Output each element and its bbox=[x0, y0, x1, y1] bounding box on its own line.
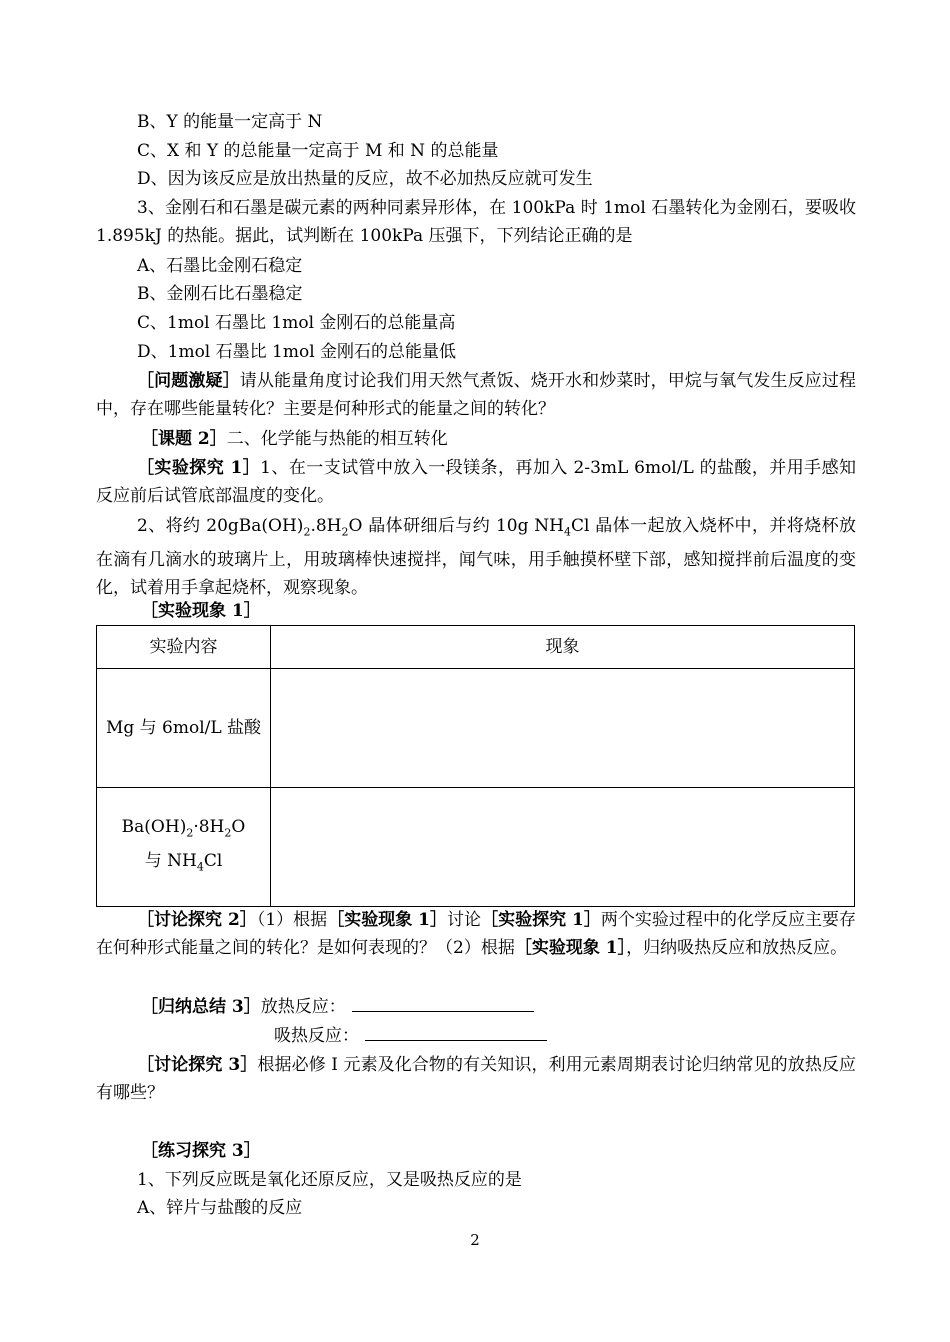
q3-option-a: A、石墨比金刚石稳定 bbox=[137, 256, 303, 276]
practice3-q1-option-a: A、锌片与盐酸的反应 bbox=[137, 1198, 303, 1218]
discussion2 bbox=[96, 906, 856, 962]
discussion2-part4: ，归纳吸热反应和放热反应。 bbox=[626, 938, 848, 958]
row2-sub-1: 2 bbox=[186, 826, 194, 839]
q3-option-c: C、1mol 石墨比 1mol 金刚石的总能量高 bbox=[137, 313, 456, 333]
discussion2-label: ［讨论探究 2］ bbox=[137, 910, 257, 930]
discussion3-text: 根据必修 I 元素及化合物的有关知识，利用元素周期表讨论归纳常见的放热反应有哪些？ bbox=[96, 1055, 857, 1103]
item2-text-c: .8H bbox=[310, 516, 342, 536]
row2-text-a: Ba(OH) bbox=[121, 816, 187, 837]
row2-line1 bbox=[97, 813, 270, 847]
practice3-label: ［练习探究 3］ bbox=[141, 1141, 261, 1161]
q3-option-b: B、金刚石比石墨稳定 bbox=[137, 284, 303, 304]
discussion3-label: ［讨论探究 3］ bbox=[137, 1055, 258, 1075]
row2-text-e: O bbox=[231, 816, 246, 837]
summary3-endo-label: 吸热反应： bbox=[274, 1026, 359, 1046]
topic2-heading bbox=[141, 425, 448, 453]
item2-sub-3: 4 bbox=[563, 525, 571, 539]
q2-option-c: C、X 和 Y 的总能量一定高于 M 和 N 的总能量 bbox=[137, 141, 499, 161]
row1-phenomenon-cell[interactable] bbox=[271, 669, 855, 788]
experiment1-label: ［实验探究 1］ bbox=[137, 458, 261, 478]
row2-line2 bbox=[97, 847, 270, 881]
discussion2-part1: （1）根据 bbox=[256, 910, 328, 930]
table-row bbox=[97, 788, 855, 907]
discussion2-ref1: ［实验现象 1］ bbox=[327, 910, 448, 930]
item2-text-e: O 晶体研细后与约 10g NH bbox=[348, 516, 564, 536]
q3-stem: 3、金刚石和石墨是碳元素的两种同素异形体，在 100kPa 时 1mol 石墨转化为金刚石，要吸收 1.895kJ 的热能。据此，试判断在 100kPa 压强下，下列结论正确的是 bbox=[96, 198, 856, 246]
question-prompt-text: 请从能量角度讨论我们用天然气煮饭、烧开水和炒菜时，甲烷与氧气发生反应过程中，存在哪些能量转化？主要是何种形式的能量之间的转化？ bbox=[96, 371, 857, 419]
experiment1-item1 bbox=[96, 454, 856, 510]
row2-sub-3: 4 bbox=[196, 860, 204, 874]
experiment1-item2 bbox=[96, 512, 856, 602]
table-header-row bbox=[97, 626, 855, 669]
discussion2-ref3: ［实验现象 1］ bbox=[514, 938, 627, 958]
q2-option-d: D、因为该反应是放出热量的反应，故不必加热反应就可发生 bbox=[137, 169, 593, 189]
discussion2-ref2: ［实验探究 1］ bbox=[481, 910, 601, 930]
row2-text-h: Cl bbox=[203, 851, 223, 871]
summary3-endo-line bbox=[274, 1022, 547, 1050]
row2-phenomenon-cell[interactable] bbox=[271, 788, 855, 907]
phenomenon-table bbox=[96, 625, 855, 907]
q3-option-d: D、1mol 石墨比 1mol 金刚石的总能量低 bbox=[137, 342, 457, 362]
discussion2-part2: 讨论 bbox=[447, 910, 482, 930]
row2-text-f: 与 NH bbox=[144, 851, 197, 871]
table-row bbox=[97, 669, 855, 788]
header-phenomenon-cell: 现象 bbox=[271, 626, 855, 669]
summary3-exo-line bbox=[141, 993, 534, 1021]
topic2-label: ［课题 2］ bbox=[141, 429, 227, 449]
discussion2-part3: 两个实验过程中的化学反应主要存在何种形式能量之间的转化？是如何表现的？（2）根据 bbox=[96, 910, 857, 958]
summary3-label: ［归纳总结 3］ bbox=[141, 997, 261, 1017]
row2-text-c: ·8H bbox=[193, 816, 225, 837]
practice3-q1: 1、下列反应既是氧化还原反应，又是吸热反应的是 bbox=[137, 1170, 522, 1190]
item2-sub-2: 2 bbox=[341, 525, 349, 539]
item2-text-a: 2、将约 20gBa(OH) bbox=[137, 516, 304, 536]
item2-text-g: Cl 晶体一起放入烧杯中，并将烧杯放在滴有几滴水的玻璃片上，用玻璃棒快速搅拌，闻气味，用手触摸杯壁下部，感知搅拌前后温度的变化，试着用手拿起烧杯，观察现象。 bbox=[96, 516, 856, 599]
question-prompt bbox=[96, 367, 856, 423]
summary3-exo-label: 放热反应： bbox=[260, 997, 346, 1017]
header-content-cell: 实验内容 bbox=[97, 626, 271, 669]
endo-answer-blank[interactable] bbox=[365, 1022, 547, 1041]
question-prompt-label: ［问题激疑］ bbox=[137, 371, 240, 391]
row1-content-cell: Mg 与 6mol/L 盐酸 bbox=[97, 669, 271, 788]
topic2-text: 二、化学能与热能的相互转化 bbox=[226, 429, 448, 449]
discussion3 bbox=[96, 1051, 856, 1107]
phenomenon1-label: ［实验现象 1］ bbox=[141, 601, 261, 621]
q2-option-b: B、Y 的能量一定高于 N bbox=[137, 112, 323, 132]
row2-content-cell bbox=[97, 788, 271, 907]
page-number: 2 bbox=[470, 1231, 480, 1249]
experiment1-text: 1、在一支试管中放入一段镁条，再加入 2-3mL 6mol/L 的盐酸，并用手感知反应前后试管底部温度的变化。 bbox=[96, 458, 857, 506]
row2-sub-2: 2 bbox=[224, 826, 232, 839]
item2-sub-1: 2 bbox=[303, 525, 311, 539]
exo-answer-blank[interactable] bbox=[352, 993, 534, 1012]
